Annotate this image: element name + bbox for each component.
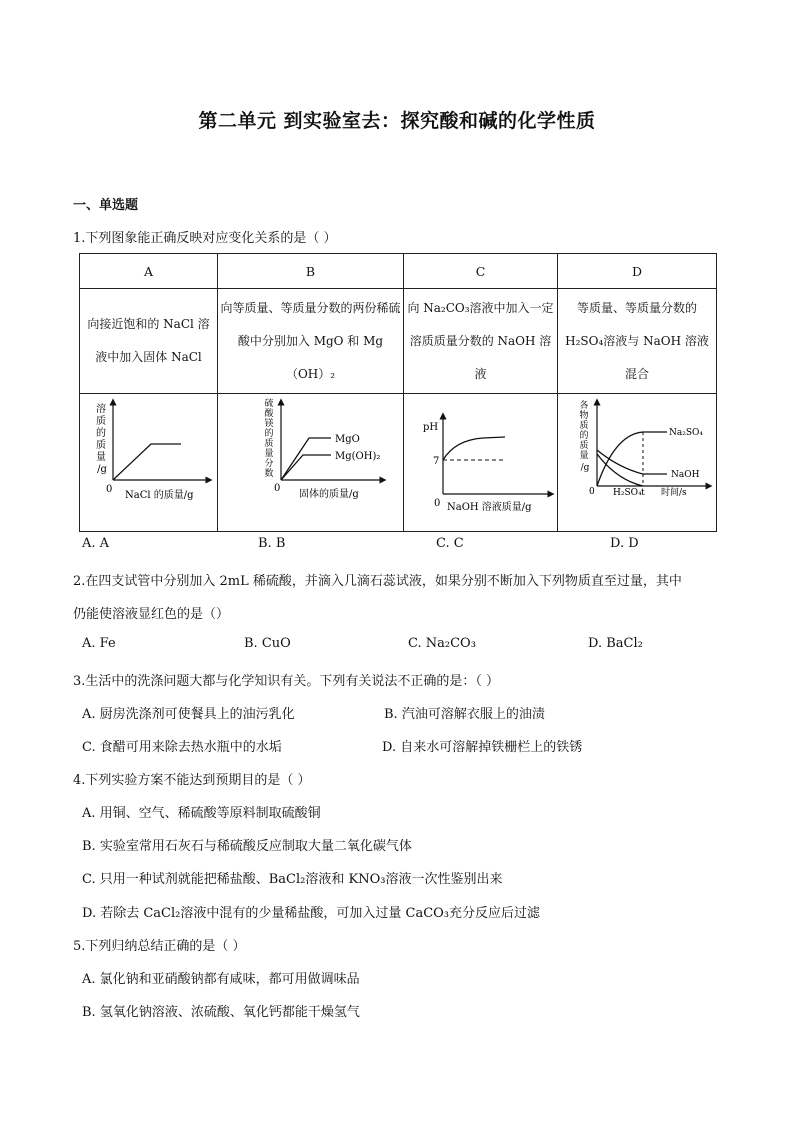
q2-option-b: B. CuO [244,636,291,651]
q3-option-d: D. 自来水可溶解掉铁栅栏上的铁锈 [382,740,583,755]
graph-c [405,394,557,528]
question-3-stem: 3.生活中的洗涤问题大都与化学知识有关。下列有关说法不正确的是：（ ） [73,674,500,689]
graph-c-cell [404,394,558,532]
graph-a-origin: 0 [105,484,112,495]
graph-b [219,394,403,528]
graph-d [559,394,716,528]
q2-option-d: D. BaCl₂ [588,636,643,651]
graph-d-curve-na2so4 [597,432,667,486]
graph-b-ylabel-7: 数 [263,469,274,479]
graph-d-ylabel-2: 质 [578,421,589,431]
graph-c-origin: 0 [433,498,440,509]
col-header-d: D [558,254,717,289]
graph-b-xlabel: 固体的质量/g [298,489,359,500]
question-1-stem: 1.下列图象能正确反映对应变化关系的是（ ） [73,231,337,246]
graph-d-ylabel-6: /g [580,463,589,473]
col-header-a: A [80,254,218,289]
graph-b-cell [218,394,404,532]
q5-option-b: B. 氢氧化钠溶液、浓硫酸、氧化钙都能干燥氢气 [82,1005,360,1020]
graph-b-origin: 0 [273,483,280,494]
q4-option-a: A. 用铜、空气、稀硫酸等原料制取硫酸铜 [82,806,321,821]
desc-c: 向 Na₂CO₃溶液中加入一定溶质质量分数的 NaOH 溶液 [407,300,554,381]
graph-d-label-na2so4: Na₂SO₄ [668,428,703,438]
q4-option-d: D. 若除去 CaCl₂溶液中混有的少量稀盐酸，可加入过量 CaCO₃充分反应后过滤 [82,906,541,921]
graph-b-ylabel-1: 酸 [263,409,274,419]
graph-b-ylabel-6: 分 [263,459,274,469]
question-1-table [79,253,717,532]
q2-option-a: A. Fe [82,636,116,651]
desc-a: 向接近饱和的 NaCl 溶液中加入固体 NaCl [87,317,210,364]
col-header-c: C [404,254,558,289]
question-2-stem-line2: 仍能使溶液显红色的是（） [73,607,230,622]
col-header-b: B [218,254,404,289]
graph-a-ylabel-0: 溶 [95,404,106,415]
graph-d-ylabel-3: 的 [578,431,589,441]
graph-b-ylabel-2: 镁 [263,419,274,429]
q1-option-c: C. C [436,536,464,551]
graph-c-xlabel: NaOH 溶液质量/g [446,502,532,513]
q2-option-c: C. Na₂CO₃ [408,636,476,651]
graph-d-origin: 0 [588,487,595,497]
graph-d-ylabel-5: 量 [578,451,589,461]
graph-a-xlabel: NaCl 的质量/g [124,490,194,501]
graph-d-ylabel-4: 质 [578,441,589,451]
graph-a-cell [80,394,218,532]
q5-option-a: A. 氯化钠和亚硝酸钠都有咸味，都可用做调味品 [82,972,360,987]
page-title: 第二单元 到实验室去：探究酸和碱的化学性质 [198,110,596,132]
graph-a-line [113,444,181,480]
graph-b-label-mgoh2: Mg(OH)₂ [334,451,380,462]
desc-b: 向等质量、等质量分数的两份稀硫酸中分别加入 MgO 和 Mg（OH）₂ [220,300,401,381]
graph-a-ylabel-1: 质 [95,416,106,427]
q1-option-d: D. D [610,536,639,551]
q1-option-a: A. A [82,536,110,551]
q3-option-c: C. 食醋可用来除去热水瓶中的水垢 [82,740,282,755]
q1-option-b: B. B [258,536,286,551]
question-4-stem: 4.下列实验方案不能达到预期目的是（ ） [73,773,311,788]
q3-option-a: A. 厨房洗涤剂可使餐具上的油污乳化 [82,707,295,722]
graph-c-curve [443,437,505,460]
graph-a [81,394,217,528]
graph-c-ylabel: pH [422,422,438,433]
graph-b-ylabel-0: 硫 [263,399,274,409]
graph-b-ylabel-3: 的 [263,429,274,439]
desc-d: 等质量、等质量分数的H₂SO₄溶液与 NaOH 溶液混合 [565,300,709,381]
graph-d-ylabel-1: 物 [578,411,589,421]
graph-a-ylabel-5: /g [96,464,107,475]
q3-option-b: B. 汽油可溶解衣服上的油渍 [384,707,545,722]
graph-a-ylabel-4: 量 [95,452,106,463]
graph-b-line-mgo [281,438,331,480]
graph-b-label-mgo: MgO [334,434,360,445]
question-2-stem-line1: 2.在四支试管中分别加入 2mL 稀硫酸，并滴入几滴石蕊试液，如果分别不断加入下列物质直至过量，其中 [73,574,682,589]
graph-b-ylabel-5: 量 [263,449,274,459]
q4-option-c: C. 只用一种试剂就能把稀盐酸、BaCl₂溶液和 KNO₃溶液一次性鉴别出来 [82,872,503,887]
question-5-stem: 5.下列归纳总结正确的是（ ） [73,939,246,954]
graph-d-label-naoh: NaOH [670,470,699,480]
graph-b-ylabel-4: 质 [263,439,274,449]
graph-d-ylabel-0: 各 [578,401,589,411]
graph-a-ylabel-2: 的 [95,428,106,439]
graph-b-line-mgoh2 [281,455,331,480]
graph-d-xlabel: 时间/s [660,488,687,498]
graph-a-ylabel-3: 质 [95,440,106,451]
graph-d-label-h2so4: H₂SO₄ [612,488,642,498]
graph-d-tick-t: t [640,488,645,498]
section-heading: 一、单选题 [73,198,139,213]
graph-c-tick-7: 7 [432,456,439,467]
q4-option-b: B. 实验室常用石灰石与稀硫酸反应制取大量二氧化碳气体 [82,839,412,854]
graph-d-cell [558,394,717,532]
